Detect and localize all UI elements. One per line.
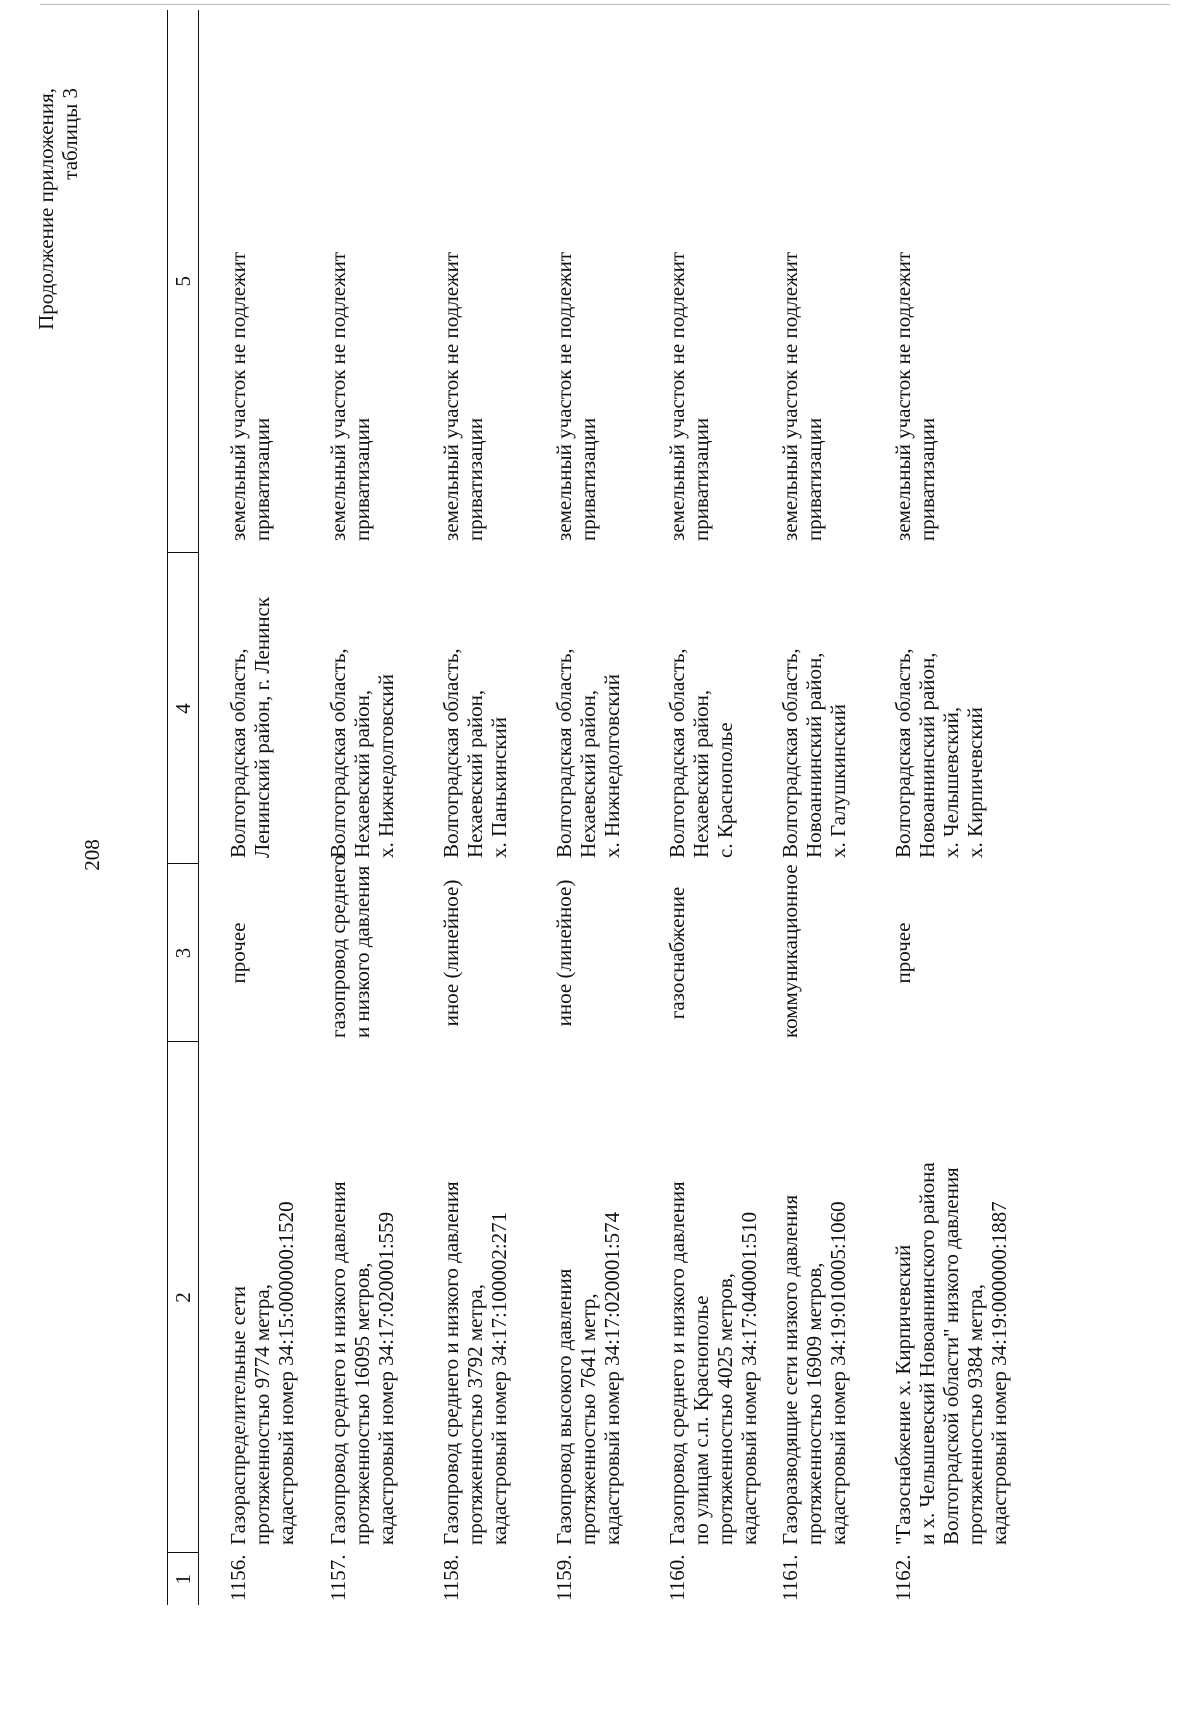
location-cell-line: Ленинский район, г. Ленинск (250, 596, 274, 858)
location-cell-line: Волгоградская область, (226, 648, 250, 858)
row-number: 1157. (326, 1554, 350, 1601)
note-cell-line: приватизации (689, 417, 713, 541)
table-row (542, 10, 655, 1605)
location-cell-line: х. Кирпичевский (963, 707, 987, 858)
note-cell-line: земельный участок не подлежит (326, 251, 350, 541)
object-name-cell (199, 1042, 317, 1553)
row-number: 1158. (439, 1554, 463, 1601)
location-cell (429, 553, 542, 864)
note-cell-line: земельный участок не подлежит (778, 251, 802, 541)
header-col-1: 1 (168, 1553, 199, 1605)
object-name-cell (881, 1042, 1041, 1553)
table-header (168, 10, 199, 1605)
note-cell (655, 10, 768, 553)
location-cell (655, 553, 768, 864)
location-cell-line: х. Нижнедолговский (600, 674, 624, 858)
object-kind-cell (655, 864, 768, 1042)
object-name-cell (429, 1042, 542, 1553)
object-kind-cell (768, 864, 881, 1042)
note-cell (881, 10, 1041, 553)
row-number: 1156. (226, 1554, 250, 1601)
header-col-5: 5 (168, 10, 199, 553)
object-name-cell-line: по улицам с.п. Краснополье (689, 1295, 713, 1545)
location-cell-line: Нехаевский район, (689, 689, 713, 858)
location-cell-line: Новоаннинский район, (802, 652, 826, 858)
note-cell (316, 10, 429, 553)
location-cell-line: х. Панькинский (487, 717, 511, 858)
row-number: 1160. (665, 1554, 689, 1601)
note-cell-line: приватизации (350, 417, 374, 541)
note-cell (199, 10, 317, 553)
object-kind-cell-line: иное (линейное) (552, 879, 576, 1027)
location-cell-line: Волгоградская область, (552, 648, 576, 858)
note-cell-line: земельный участок не подлежит (552, 251, 576, 541)
note-cell-line: приватизации (576, 417, 600, 541)
row-number: 1162. (891, 1554, 915, 1601)
object-kind-cell-line: коммуникационное (778, 864, 802, 1038)
location-cell (768, 553, 881, 864)
object-kind-cell-line: прочее (226, 922, 250, 984)
row-number: 1159. (552, 1554, 576, 1601)
header-row (168, 10, 199, 1605)
table-row (655, 10, 768, 1605)
header-col-3: 3 (168, 864, 199, 1042)
note-cell-line: приватизации (915, 417, 939, 541)
note-cell-line: приватизации (463, 417, 487, 541)
location-cell-line: х. Нижнедолговский (374, 674, 398, 858)
note-cell (542, 10, 655, 553)
note-cell-line: земельный участок не подлежит (665, 251, 689, 541)
object-kind-cell-line: прочее (891, 922, 915, 984)
table-row (429, 10, 542, 1605)
object-name-cell-line: Волгоградской области" низкого давления (939, 1167, 963, 1545)
object-name-cell-line: протяженностью 16909 метров, (802, 1262, 826, 1545)
note-cell-line: земельный участок не подлежит (226, 251, 250, 541)
object-name-cell-line: "Газоснабжение х. Кирпичевский (891, 1244, 915, 1545)
continuation-line-2: таблицы 3 (58, 88, 82, 180)
location-cell (316, 553, 429, 864)
location-cell-line: Новоаннинский район, (915, 652, 939, 858)
location-cell-line: Нехаевский район, (350, 689, 374, 858)
location-cell (199, 553, 317, 864)
continuation-caption (34, 88, 82, 330)
object-kind-cell (429, 864, 542, 1042)
object-kind-cell-line: газоснабжение (665, 886, 689, 1020)
object-name-cell-line: кадастровый номер 34:17:020001:574 (600, 1211, 624, 1545)
object-name-cell-line: протяженностью 9384 метра, (963, 1284, 987, 1545)
location-cell (881, 553, 1041, 864)
table-row (881, 10, 1041, 1605)
note-cell-line: земельный участок не подлежит (891, 251, 915, 541)
object-name-cell (655, 1042, 768, 1553)
note-cell-line: приватизации (802, 417, 826, 541)
row-number: 1161. (778, 1554, 802, 1601)
location-cell-line: Нехаевский район, (576, 689, 600, 858)
object-name-cell (542, 1042, 655, 1553)
note-cell-line: приватизации (250, 417, 274, 541)
continuation-line-1: Продолжение приложения, (34, 88, 58, 330)
object-name-cell-line: кадастровый номер 34:17:040001:510 (737, 1211, 761, 1545)
object-name-cell-line: Газопровод высокого давления (552, 1268, 576, 1545)
object-name-cell-line: Газопровод среднего и низкого давления (665, 1181, 689, 1545)
object-name-cell-line: Газопровод среднего и низкого давления (439, 1181, 463, 1545)
object-name-cell-line: протяженностью 16095 метров, (350, 1262, 374, 1545)
object-kind-cell-line: газопровод среднего (326, 854, 350, 1038)
object-kind-cell (542, 864, 655, 1042)
location-cell (542, 553, 655, 864)
object-name-cell-line: кадастровый номер 34:15:000000:1520 (274, 1201, 298, 1545)
location-cell-line: х. Галушкинский (826, 704, 850, 858)
location-cell-line: Волгоградская область, (439, 648, 463, 858)
header-col-4: 4 (168, 553, 199, 864)
object-name-cell (768, 1042, 881, 1553)
table-body (199, 10, 1042, 1605)
object-name-cell-line: и х. Челышевский Новоаннинского района (915, 1162, 939, 1545)
object-name-cell-line: Газоразводящие сети низкого давления (778, 1194, 802, 1545)
property-registry-table (167, 10, 1041, 1605)
location-cell-line: Волгоградская область, (665, 648, 689, 858)
object-kind-cell-line: и низкого давления (350, 865, 374, 1038)
location-cell-line: х. Челышевский, (939, 706, 963, 858)
location-cell-line: Нехаевский район, (463, 689, 487, 858)
location-cell-line: с. Краснополье (713, 722, 737, 858)
object-name-cell-line: протяженностью 3792 метра, (463, 1284, 487, 1545)
object-name-cell-line: протяженностью 4025 метров, (713, 1272, 737, 1545)
object-name-cell-line: кадастровый номер 34:17:020001:559 (374, 1211, 398, 1545)
object-name-cell-line: протяженностью 9774 метра, (250, 1284, 274, 1545)
note-cell (429, 10, 542, 553)
object-name-cell (316, 1042, 429, 1553)
note-cell (768, 10, 881, 553)
table-row (199, 10, 317, 1605)
location-cell-line: Волгоградская область, (326, 648, 350, 858)
object-kind-cell (316, 854, 429, 1042)
object-name-cell-line: кадастровый номер 34:17:100002:271 (487, 1211, 511, 1545)
table-row (768, 10, 881, 1605)
location-cell-line: Волгоградская область, (778, 648, 802, 858)
location-cell-line: Волгоградская область, (891, 648, 915, 858)
page-number: 208 (80, 839, 104, 871)
object-name-cell-line: кадастровый номер 34:19:010005:1060 (826, 1201, 850, 1545)
header-col-2: 2 (168, 1042, 199, 1553)
note-cell-line: земельный участок не подлежит (439, 251, 463, 541)
object-name-cell-line: Газопровод среднего и низкого давления (326, 1181, 350, 1545)
object-name-cell-line: протяженностью 7641 метр, (576, 1293, 600, 1545)
object-kind-cell (881, 864, 1041, 1042)
object-kind-cell (199, 864, 317, 1042)
object-name-cell-line: Газораспределительные сети (226, 1285, 250, 1545)
object-kind-cell-line: иное (линейное) (439, 879, 463, 1027)
table-row (316, 10, 429, 1605)
object-name-cell-line: кадастровый номер 34:19:000000:1887 (987, 1201, 1011, 1545)
